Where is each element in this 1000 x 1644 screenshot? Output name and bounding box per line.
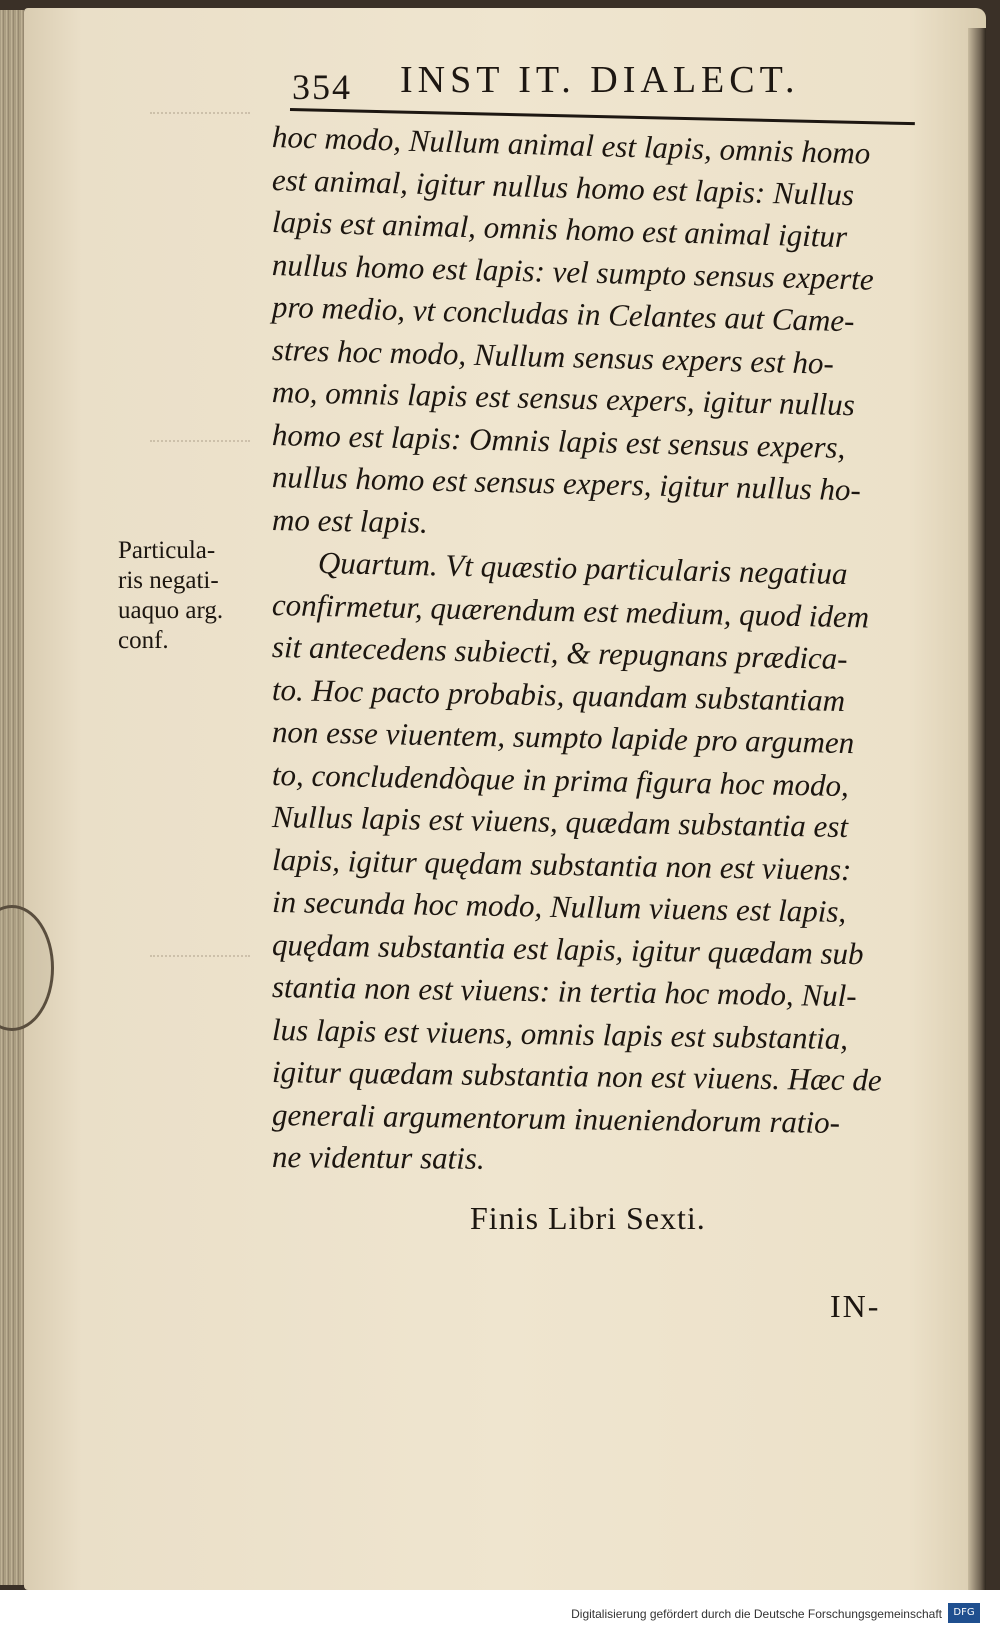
dfg-logo: DFG [948,1603,980,1623]
text-line: sit antecedens subiecti, & repugnans prædica- [271,629,848,677]
text-line: homo est lapis: Omnis lapis est sensus expers, [271,416,846,465]
text-line: to, concludendòque in prima figura hoc modo, [271,756,850,803]
text-line: to. Hoc pacto probabis, quandam substantiam [271,671,846,718]
book-end-line: Finis Libri Sexti. [470,1200,706,1236]
main-text-block [272,116,932,1179]
text-line: stantia non est viuens: in tertia hoc modo, Nul- [271,969,857,1014]
bleed-through-mark [150,440,250,522]
marginal-note-line: conf. [118,627,169,654]
page-number: 354 [292,67,352,107]
text-line: stres hoc modo, Nullum sensus expers est ho- [271,331,835,381]
text-line: in secunda hoc modo, Nullum viuens est lapis, [271,884,847,930]
text-line: pro medio, vt concludas in Celantes aut Came- [271,289,855,339]
book-gutter-edges [0,10,24,1585]
text-line: Quartum. Vt quæstio particularis negatiua [317,544,848,592]
marginal-note [118,536,223,656]
text-line: lapis est animal, omnis homo est animal igitur [271,204,848,255]
running-head: INST IT. DIALECT. [400,59,800,101]
text-line: igitur quædam substantia non est viuens. Hæc de [271,1054,882,1098]
marginal-note-line: Particula- [118,537,216,564]
text-line: hoc modo, Nullum animal est lapis, omnis homo [271,119,871,171]
text-line: mo, omnis lapis est sensus expers, igitur nullus [271,374,856,423]
text-line: nullus homo est sensus expers, igitur nullus ho- [271,459,862,508]
bleed-through-mark [150,112,250,204]
funding-credit: Digitalisierung gefördert durch die Deutsche Forschungsgemeinschaft [571,1607,942,1621]
text-line: non esse viuentem, sumpto lapide pro argumen [271,714,855,761]
text-line: generali argumentorum inueniendorum ratio- [271,1096,841,1140]
text-line: est animal, igitur nullus homo est lapis: Nullus [271,161,855,212]
text-line: lus lapis est viuens, omnis lapis est substantia, [271,1011,849,1056]
text-line: ne videntur satis. [271,1139,485,1176]
bleed-through-mark [150,955,250,1037]
text-line: Nullus lapis est viuens, quædam substantia est [271,799,849,845]
catchword: IN- [830,1288,881,1324]
page-fold-shadow [968,28,986,1628]
text-line: lapis, igitur quędam substantia non est viuens: [271,841,852,887]
marginal-note-line: ris negati- [118,567,219,594]
text-line: mo est lapis. [271,501,429,540]
text-line: confirmetur, quærendum est medium, quod idem [271,586,870,635]
text-line: nullus homo est lapis: vel sumpto sensus experte [271,246,875,297]
marginal-note-line: uaquo arg. [118,597,224,624]
text-line: quędam substantia est lapis, igitur quædam sub [271,926,864,971]
